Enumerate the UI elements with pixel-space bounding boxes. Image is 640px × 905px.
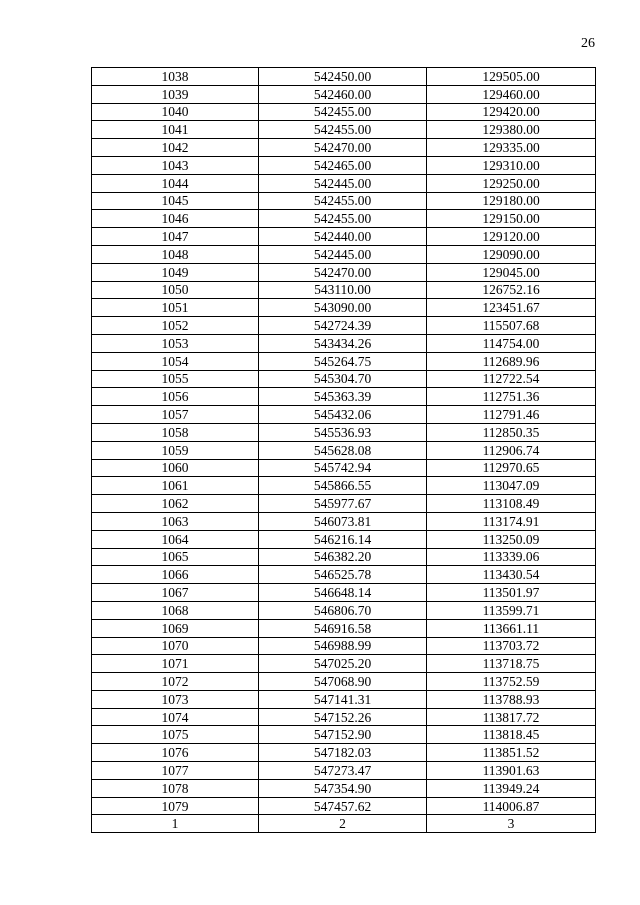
x-coordinate-cell: 547152.26 — [259, 708, 427, 726]
point-number-cell: 1067 — [92, 584, 259, 602]
y-coordinate-cell: 112906.74 — [427, 441, 596, 459]
y-coordinate-cell: 112689.96 — [427, 352, 596, 370]
point-number-cell: 1060 — [92, 459, 259, 477]
x-coordinate-cell: 547354.90 — [259, 779, 427, 797]
table-row — [92, 228, 596, 246]
table-row — [92, 388, 596, 406]
table-row — [92, 708, 596, 726]
y-coordinate-cell: 129250.00 — [427, 174, 596, 192]
y-coordinate-cell: 129420.00 — [427, 103, 596, 121]
y-coordinate-cell: 112722.54 — [427, 370, 596, 388]
table-row — [92, 317, 596, 335]
x-coordinate-cell: 542455.00 — [259, 210, 427, 228]
y-coordinate-cell: 129335.00 — [427, 139, 596, 157]
x-coordinate-cell: 542450.00 — [259, 68, 427, 86]
y-coordinate-cell: 113339.06 — [427, 548, 596, 566]
y-coordinate-cell: 129180.00 — [427, 192, 596, 210]
table-row — [92, 281, 596, 299]
point-number-cell: 1058 — [92, 423, 259, 441]
table-row — [92, 726, 596, 744]
x-coordinate-cell: 547141.31 — [259, 690, 427, 708]
table-row — [92, 566, 596, 584]
column-number-cell: 3 — [427, 815, 596, 833]
x-coordinate-cell: 546806.70 — [259, 601, 427, 619]
x-coordinate-cell: 546525.78 — [259, 566, 427, 584]
y-coordinate-cell: 129310.00 — [427, 156, 596, 174]
y-coordinate-cell: 129120.00 — [427, 228, 596, 246]
x-coordinate-cell: 542445.00 — [259, 174, 427, 192]
y-coordinate-cell: 113901.63 — [427, 762, 596, 780]
table-row — [92, 690, 596, 708]
y-coordinate-cell: 113851.52 — [427, 744, 596, 762]
y-coordinate-cell: 113703.72 — [427, 637, 596, 655]
point-number-cell: 1079 — [92, 797, 259, 815]
y-coordinate-cell: 129460.00 — [427, 85, 596, 103]
table-row — [92, 139, 596, 157]
x-coordinate-cell: 542470.00 — [259, 263, 427, 281]
table-body — [92, 68, 596, 833]
table-row — [92, 210, 596, 228]
y-coordinate-cell: 113250.09 — [427, 530, 596, 548]
y-coordinate-cell: 129380.00 — [427, 121, 596, 139]
point-number-cell: 1065 — [92, 548, 259, 566]
y-coordinate-cell: 129150.00 — [427, 210, 596, 228]
point-number-cell: 1038 — [92, 68, 259, 86]
point-number-cell: 1072 — [92, 673, 259, 691]
table-row — [92, 637, 596, 655]
table-row — [92, 370, 596, 388]
point-number-cell: 1076 — [92, 744, 259, 762]
point-number-cell: 1068 — [92, 601, 259, 619]
x-coordinate-cell: 547457.62 — [259, 797, 427, 815]
y-coordinate-cell: 113949.24 — [427, 779, 596, 797]
y-coordinate-cell: 113661.11 — [427, 619, 596, 637]
x-coordinate-cell: 545866.55 — [259, 477, 427, 495]
page-number: 26 — [581, 36, 595, 51]
table-row — [92, 655, 596, 673]
y-coordinate-cell: 129045.00 — [427, 263, 596, 281]
y-coordinate-cell: 115507.68 — [427, 317, 596, 335]
table-row — [92, 744, 596, 762]
x-coordinate-cell: 546073.81 — [259, 512, 427, 530]
y-coordinate-cell: 113047.09 — [427, 477, 596, 495]
y-coordinate-cell: 113599.71 — [427, 601, 596, 619]
y-coordinate-cell: 123451.67 — [427, 299, 596, 317]
point-number-cell: 1070 — [92, 637, 259, 655]
y-coordinate-cell: 113174.91 — [427, 512, 596, 530]
x-coordinate-cell: 546382.20 — [259, 548, 427, 566]
table-row — [92, 156, 596, 174]
table-row — [92, 530, 596, 548]
table-row — [92, 85, 596, 103]
y-coordinate-cell: 129090.00 — [427, 245, 596, 263]
y-coordinate-cell: 113501.97 — [427, 584, 596, 602]
table-row — [92, 584, 596, 602]
point-number-cell: 1071 — [92, 655, 259, 673]
point-number-cell: 1056 — [92, 388, 259, 406]
point-number-cell: 1064 — [92, 530, 259, 548]
x-coordinate-cell: 542445.00 — [259, 245, 427, 263]
point-number-cell: 1073 — [92, 690, 259, 708]
x-coordinate-cell: 547182.03 — [259, 744, 427, 762]
table-row — [92, 797, 596, 815]
point-number-cell: 1078 — [92, 779, 259, 797]
column-number-row — [92, 815, 596, 833]
column-number-cell: 2 — [259, 815, 427, 833]
table-row — [92, 548, 596, 566]
x-coordinate-cell: 545304.70 — [259, 370, 427, 388]
y-coordinate-cell: 129505.00 — [427, 68, 596, 86]
x-coordinate-cell: 545628.08 — [259, 441, 427, 459]
point-number-cell: 1062 — [92, 495, 259, 513]
table-row — [92, 263, 596, 281]
x-coordinate-cell: 542455.00 — [259, 121, 427, 139]
x-coordinate-cell: 542460.00 — [259, 85, 427, 103]
x-coordinate-cell: 545742.94 — [259, 459, 427, 477]
table-row — [92, 477, 596, 495]
y-coordinate-cell: 112751.36 — [427, 388, 596, 406]
column-number-cell: 1 — [92, 815, 259, 833]
x-coordinate-cell: 542724.39 — [259, 317, 427, 335]
table-row — [92, 779, 596, 797]
table-row — [92, 673, 596, 691]
x-coordinate-cell: 547025.20 — [259, 655, 427, 673]
y-coordinate-cell: 112970.65 — [427, 459, 596, 477]
y-coordinate-cell: 114754.00 — [427, 334, 596, 352]
table-row — [92, 352, 596, 370]
point-number-cell: 1041 — [92, 121, 259, 139]
table-row — [92, 762, 596, 780]
point-number-cell: 1039 — [92, 85, 259, 103]
point-number-cell: 1045 — [92, 192, 259, 210]
coordinates-table — [91, 67, 596, 833]
x-coordinate-cell: 547152.90 — [259, 726, 427, 744]
x-coordinate-cell: 543090.00 — [259, 299, 427, 317]
point-number-cell: 1053 — [92, 334, 259, 352]
point-number-cell: 1061 — [92, 477, 259, 495]
y-coordinate-cell: 113108.49 — [427, 495, 596, 513]
x-coordinate-cell: 545536.93 — [259, 423, 427, 441]
point-number-cell: 1055 — [92, 370, 259, 388]
x-coordinate-cell: 542455.00 — [259, 103, 427, 121]
x-coordinate-cell: 547273.47 — [259, 762, 427, 780]
x-coordinate-cell: 546916.58 — [259, 619, 427, 637]
point-number-cell: 1069 — [92, 619, 259, 637]
point-number-cell: 1052 — [92, 317, 259, 335]
x-coordinate-cell: 546648.14 — [259, 584, 427, 602]
table-row — [92, 619, 596, 637]
table-row — [92, 174, 596, 192]
table-row — [92, 103, 596, 121]
x-coordinate-cell: 545432.06 — [259, 406, 427, 424]
point-number-cell: 1050 — [92, 281, 259, 299]
table-row — [92, 459, 596, 477]
x-coordinate-cell: 545363.39 — [259, 388, 427, 406]
table-row — [92, 495, 596, 513]
table-row — [92, 68, 596, 86]
table-row — [92, 299, 596, 317]
y-coordinate-cell: 126752.16 — [427, 281, 596, 299]
x-coordinate-cell: 547068.90 — [259, 673, 427, 691]
table-row — [92, 245, 596, 263]
point-number-cell: 1040 — [92, 103, 259, 121]
point-number-cell: 1077 — [92, 762, 259, 780]
y-coordinate-cell: 113817.72 — [427, 708, 596, 726]
point-number-cell: 1047 — [92, 228, 259, 246]
point-number-cell: 1066 — [92, 566, 259, 584]
table-row — [92, 423, 596, 441]
x-coordinate-cell: 542440.00 — [259, 228, 427, 246]
y-coordinate-cell: 114006.87 — [427, 797, 596, 815]
y-coordinate-cell: 113818.45 — [427, 726, 596, 744]
table-row — [92, 601, 596, 619]
point-number-cell: 1059 — [92, 441, 259, 459]
table-row — [92, 512, 596, 530]
y-coordinate-cell: 112791.46 — [427, 406, 596, 424]
table-row — [92, 441, 596, 459]
point-number-cell: 1044 — [92, 174, 259, 192]
point-number-cell: 1043 — [92, 156, 259, 174]
x-coordinate-cell: 542465.00 — [259, 156, 427, 174]
x-coordinate-cell: 546216.14 — [259, 530, 427, 548]
point-number-cell: 1057 — [92, 406, 259, 424]
x-coordinate-cell: 545977.67 — [259, 495, 427, 513]
x-coordinate-cell: 545264.75 — [259, 352, 427, 370]
x-coordinate-cell: 542455.00 — [259, 192, 427, 210]
point-number-cell: 1046 — [92, 210, 259, 228]
x-coordinate-cell: 543110.00 — [259, 281, 427, 299]
y-coordinate-cell: 113752.59 — [427, 673, 596, 691]
point-number-cell: 1048 — [92, 245, 259, 263]
point-number-cell: 1075 — [92, 726, 259, 744]
x-coordinate-cell: 542470.00 — [259, 139, 427, 157]
table-row — [92, 192, 596, 210]
point-number-cell: 1054 — [92, 352, 259, 370]
y-coordinate-cell: 112850.35 — [427, 423, 596, 441]
table-row — [92, 406, 596, 424]
point-number-cell: 1074 — [92, 708, 259, 726]
y-coordinate-cell: 113718.75 — [427, 655, 596, 673]
y-coordinate-cell: 113430.54 — [427, 566, 596, 584]
table-row — [92, 121, 596, 139]
point-number-cell: 1051 — [92, 299, 259, 317]
x-coordinate-cell: 543434.26 — [259, 334, 427, 352]
point-number-cell: 1049 — [92, 263, 259, 281]
point-number-cell: 1063 — [92, 512, 259, 530]
x-coordinate-cell: 546988.99 — [259, 637, 427, 655]
table-row — [92, 334, 596, 352]
y-coordinate-cell: 113788.93 — [427, 690, 596, 708]
point-number-cell: 1042 — [92, 139, 259, 157]
